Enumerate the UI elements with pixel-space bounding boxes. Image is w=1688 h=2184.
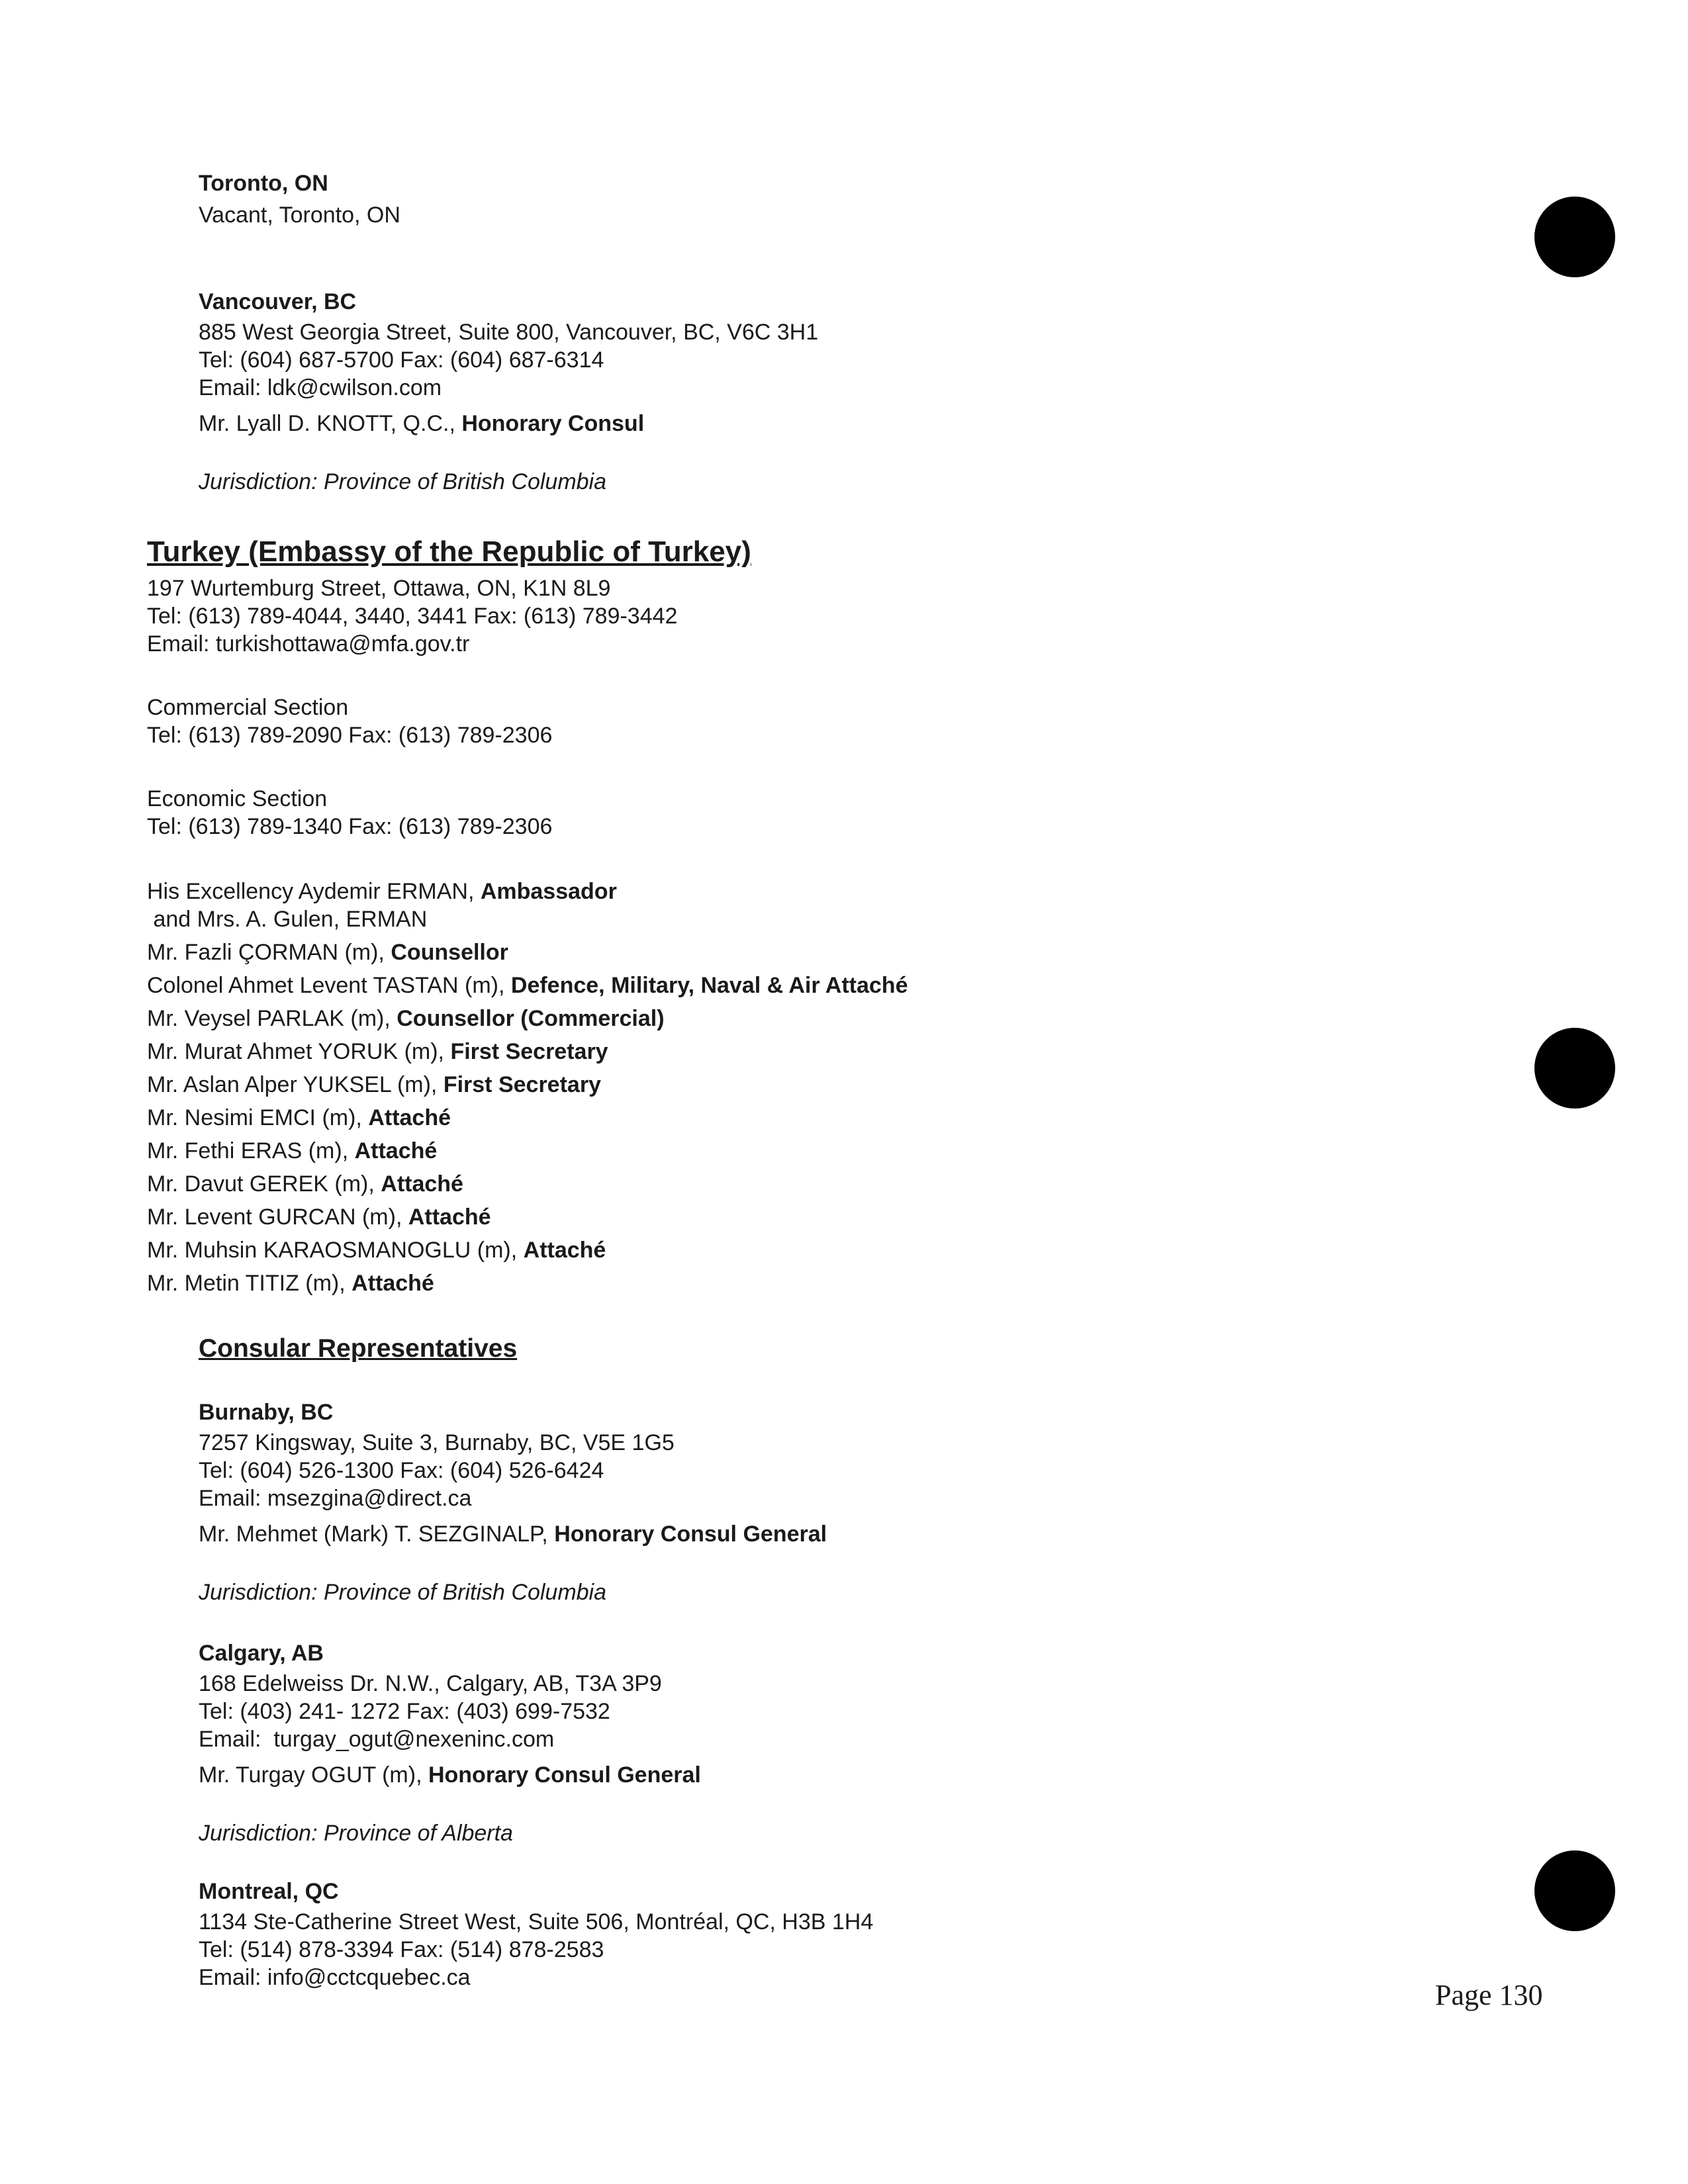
punch-hole-middle — [1534, 1028, 1615, 1109]
staff-title: Counsellor — [391, 940, 508, 965]
section-heading: Toronto, ON — [199, 171, 328, 196]
person-name: Mr. Lyall D. KNOTT, Q.C., — [199, 411, 462, 436]
economic-section-label: Economic Section — [147, 786, 328, 811]
staff-name: Mr. Muhsin KARAOSMANOGLU (m), — [147, 1238, 524, 1263]
jurisdiction-line: Jurisdiction: Province of British Columbia — [199, 1580, 607, 1605]
phone-fax-line: Tel: (604) 687-5700 Fax: (604) 687-6314 — [199, 347, 604, 373]
burnaby-section — [199, 1398, 873, 1606]
staff-name: Mr. Davut GEREK (m), — [147, 1171, 381, 1197]
staff-title: First Secretary — [450, 1039, 608, 1064]
commercial-section-label: Commercial Section — [147, 695, 349, 720]
person-name: Mr. Mehmet (Mark) T. SEZGINALP, — [199, 1522, 555, 1547]
consular-representatives-section — [199, 1334, 873, 1991]
staff-name: Mr. Murat Ahmet YORUK (m), — [147, 1039, 451, 1064]
address-line: 168 Edelweiss Dr. N.W., Calgary, AB, T3A 3P9 — [199, 1671, 662, 1696]
consul-line — [199, 1520, 873, 1548]
staff-title: Counsellor (Commercial) — [397, 1006, 665, 1031]
phone-fax-line: Tel: (403) 241- 1272 Fax: (403) 699-7532 — [199, 1699, 610, 1724]
staff-title: Attaché — [354, 1138, 438, 1163]
address-line: 1134 Ste-Catherine Street West, Suite 506, Montréal, QC, H3B 1H4 — [199, 1909, 874, 1934]
section-heading: Vancouver, BC — [199, 289, 357, 314]
staff-row — [147, 1002, 908, 1035]
section-heading: Montreal, QC — [199, 1879, 339, 1904]
staff-name: Mr. Metin TITIZ (m), — [147, 1271, 352, 1296]
staff-list — [147, 936, 908, 1300]
country-heading: Turkey (Embassy of the Republic of Turkey) — [147, 535, 751, 568]
calgary-section — [199, 1639, 873, 1847]
staff-title: First Secretary — [443, 1072, 601, 1097]
staff-name: Mr. Levent GURCAN (m), — [147, 1205, 408, 1230]
staff-title: Attaché — [352, 1271, 434, 1296]
vacant-line: Vacant, Toronto, ON — [199, 203, 400, 228]
person-name: His Excellency Aydemir ERMAN, — [147, 879, 481, 904]
toronto-section — [199, 169, 400, 229]
person-title: Honorary Consul General — [428, 1762, 701, 1788]
staff-title: Defence, Military, Naval & Air Attaché — [510, 973, 908, 998]
ambassador-line — [147, 878, 908, 905]
commercial-phone-line: Tel: (613) 789-2090 Fax: (613) 789-2306 — [147, 723, 553, 748]
staff-row — [147, 1134, 908, 1167]
email-line: Email: ldk@cwilson.com — [199, 375, 442, 400]
phone-fax-line: Tel: (604) 526-1300 Fax: (604) 526-6424 — [199, 1458, 604, 1483]
staff-row — [147, 1167, 908, 1201]
section-heading: Calgary, AB — [199, 1641, 324, 1666]
address-line: 197 Wurtemburg Street, Ottawa, ON, K1N 8L9 — [147, 576, 611, 601]
staff-row — [147, 1267, 908, 1300]
staff-row — [147, 1035, 908, 1068]
subsection-heading: Consular Representatives — [199, 1334, 518, 1363]
person-title: Honorary Consul General — [554, 1522, 827, 1547]
email-line: Email: turkishottawa@mfa.gov.tr — [147, 631, 470, 657]
punch-hole-bottom — [1534, 1850, 1615, 1931]
email-line: Email: msezgina@direct.ca — [199, 1486, 472, 1511]
email-line: Email: info@cctcquebec.ca — [199, 1965, 471, 1990]
staff-title: Attaché — [523, 1238, 606, 1263]
punch-hole-top — [1534, 197, 1615, 277]
staff-name: Mr. Veysel PARLAK (m), — [147, 1006, 397, 1031]
person-name: Mr. Turgay OGUT (m), — [199, 1762, 428, 1788]
ambassador-spouse-line: and Mrs. A. Gulen, ERMAN — [147, 907, 428, 932]
phone-fax-line: Tel: (613) 789-4044, 3440, 3441 Fax: (613) 789-3442 — [147, 604, 678, 629]
address-line: 885 West Georgia Street, Suite 800, Vancouver, BC, V6C 3H1 — [199, 320, 819, 345]
jurisdiction-line: Jurisdiction: Province of British Columbia — [199, 469, 607, 494]
email-line: Email: turgay_ogut@nexeninc.com — [199, 1727, 555, 1752]
staff-name: Mr. Fazli ÇORMAN (m), — [147, 940, 391, 965]
staff-row — [147, 969, 908, 1002]
staff-name: Mr. Aslan Alper YUKSEL (m), — [147, 1072, 444, 1097]
economic-phone-line: Tel: (613) 789-1340 Fax: (613) 789-2306 — [147, 814, 553, 839]
staff-row — [147, 1201, 908, 1234]
consul-line — [199, 1761, 873, 1789]
staff-row — [147, 1101, 908, 1134]
turkey-embassy-section — [147, 535, 908, 1300]
staff-row — [147, 936, 908, 969]
page-number: Page 130 — [1435, 1979, 1543, 2011]
staff-name: Mr. Nesimi EMCI (m), — [147, 1105, 369, 1130]
address-line: 7257 Kingsway, Suite 3, Burnaby, BC, V5E 1G5 — [199, 1430, 675, 1455]
person-title: Honorary Consul — [461, 411, 645, 436]
staff-row — [147, 1234, 908, 1267]
staff-row — [147, 1068, 908, 1101]
staff-name: Mr. Fethi ERAS (m), — [147, 1138, 355, 1163]
person-title: Ambassador — [480, 879, 617, 904]
jurisdiction-line: Jurisdiction: Province of Alberta — [199, 1821, 513, 1846]
staff-title: Attaché — [368, 1105, 451, 1130]
section-heading: Burnaby, BC — [199, 1400, 334, 1425]
staff-name: Colonel Ahmet Levent TASTAN (m), — [147, 973, 511, 998]
phone-fax-line: Tel: (514) 878-3394 Fax: (514) 878-2583 — [199, 1937, 604, 1962]
staff-title: Attaché — [408, 1205, 491, 1230]
staff-title: Attaché — [381, 1171, 463, 1197]
montreal-section — [199, 1878, 873, 1991]
consul-line — [199, 410, 818, 437]
vancouver-section — [199, 288, 818, 496]
